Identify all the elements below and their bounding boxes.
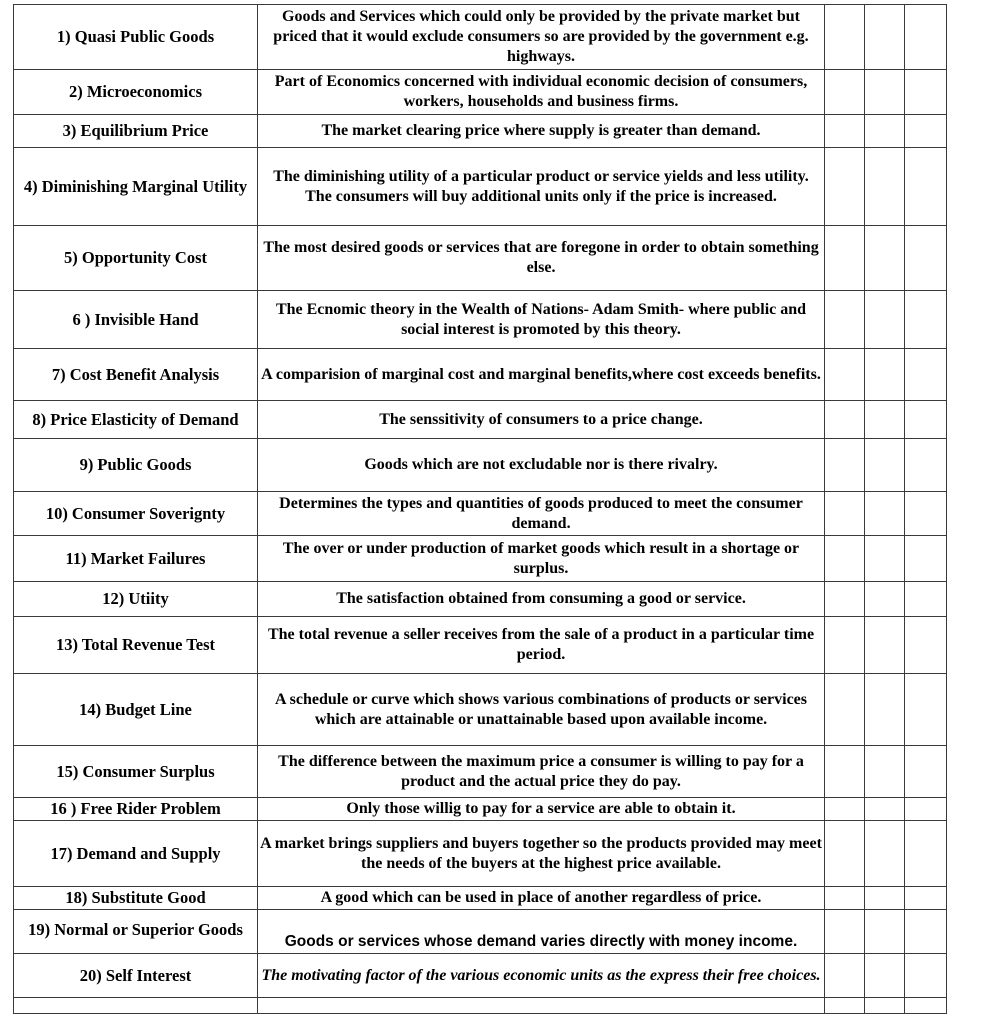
table-row (14, 226, 947, 291)
term-cell: 4) Diminishing Marginal Utility (14, 148, 258, 226)
definition-cell: The total revenue a seller receives from the sale of a product in a particular time period. (258, 617, 825, 674)
empty-cell[interactable] (825, 492, 865, 536)
table-row (14, 617, 947, 674)
empty-cell[interactable] (865, 536, 905, 582)
term-cell: 20) Self Interest (14, 954, 258, 998)
empty-cell[interactable] (905, 70, 947, 115)
definition-cell: The over or under production of market goods which result in a shortage or surplus. (258, 536, 825, 582)
term-cell: 5) Opportunity Cost (14, 226, 258, 291)
definition-cell: Part of Economics concerned with individual economic decision of consumers, workers, households and business firms. (258, 70, 825, 115)
table-row (14, 910, 947, 954)
empty-cell[interactable] (865, 439, 905, 492)
empty-cell[interactable] (865, 70, 905, 115)
empty-cell[interactable] (905, 148, 947, 226)
empty-cell[interactable] (825, 582, 865, 617)
definition-cell: A schedule or curve which shows various combinations of products or services which are attainable or unattainable based upon available income. (258, 674, 825, 746)
empty-cell[interactable] (865, 617, 905, 674)
empty-cell[interactable] (865, 401, 905, 439)
term-cell: 9) Public Goods (14, 439, 258, 492)
table-row (14, 148, 947, 226)
definition-cell: The Ecnomic theory in the Wealth of Nations- Adam Smith- where public and social interest is promoted by this theory. (258, 291, 825, 349)
term-cell: 10) Consumer Soverignty (14, 492, 258, 536)
empty-cell[interactable] (905, 536, 947, 582)
empty-cell[interactable] (825, 291, 865, 349)
definition-cell: Goods which are not excludable nor is there rivalry. (258, 439, 825, 492)
term-cell: 12) Utiity (14, 582, 258, 617)
glossary-table (13, 4, 947, 1014)
empty-cell[interactable] (905, 821, 947, 887)
empty-cell[interactable] (825, 536, 865, 582)
definition-cell: The diminishing utility of a particular product or service yields and less utility. The consumers will buy additional units only if the price is increased. (258, 148, 825, 226)
empty-cell[interactable] (905, 401, 947, 439)
empty-cell[interactable] (865, 492, 905, 536)
empty-cell[interactable] (905, 582, 947, 617)
empty-cell[interactable] (865, 887, 905, 910)
table-row (14, 582, 947, 617)
empty-cell[interactable] (865, 115, 905, 148)
empty-cell[interactable] (905, 5, 947, 70)
empty-cell[interactable] (905, 617, 947, 674)
term-cell: 1) Quasi Public Goods (14, 5, 258, 70)
term-cell: 16 ) Free Rider Problem (14, 798, 258, 821)
empty-cell[interactable] (865, 291, 905, 349)
table-row (14, 115, 947, 148)
empty-cell[interactable] (905, 998, 947, 1014)
term-cell: 11) Market Failures (14, 536, 258, 582)
empty-cell[interactable] (865, 821, 905, 887)
definition-cell: Goods or services whose demand varies directly with money income. (258, 910, 825, 954)
empty-cell[interactable] (825, 998, 865, 1014)
empty-cell[interactable] (905, 492, 947, 536)
definition-cell: A good which can be used in place of another regardless of price. (258, 887, 825, 910)
definition-cell: The satisfaction obtained from consuming a good or service. (258, 582, 825, 617)
term-cell: 2) Microeconomics (14, 70, 258, 115)
definition-cell: The motivating factor of the various economic units as the express their free choices. (258, 954, 825, 998)
empty-cell[interactable] (14, 998, 258, 1014)
empty-cell[interactable] (825, 674, 865, 746)
empty-cell[interactable] (825, 401, 865, 439)
table-row (14, 954, 947, 998)
term-cell: 7) Cost Benefit Analysis (14, 349, 258, 401)
empty-cell[interactable] (825, 910, 865, 954)
empty-cell[interactable] (865, 910, 905, 954)
empty-cell[interactable] (825, 821, 865, 887)
definition-cell: Determines the types and quantities of goods produced to meet the consumer demand. (258, 492, 825, 536)
empty-cell[interactable] (865, 148, 905, 226)
term-cell: 6 ) Invisible Hand (14, 291, 258, 349)
empty-cell[interactable] (905, 439, 947, 492)
term-cell: 19) Normal or Superior Goods (14, 910, 258, 954)
empty-cell[interactable] (825, 439, 865, 492)
empty-cell[interactable] (865, 746, 905, 798)
empty-cell[interactable] (865, 5, 905, 70)
empty-cell[interactable] (865, 226, 905, 291)
table-row (14, 5, 947, 70)
term-cell: 18) Substitute Good (14, 887, 258, 910)
empty-cell[interactable] (825, 798, 865, 821)
table-row (14, 536, 947, 582)
term-cell: 17) Demand and Supply (14, 821, 258, 887)
table-row (14, 492, 947, 536)
empty-cell[interactable] (865, 582, 905, 617)
definition-cell: The market clearing price where supply is greater than demand. (258, 115, 825, 148)
definition-cell: Only those willig to pay for a service are able to obtain it. (258, 798, 825, 821)
table-row (14, 291, 947, 349)
term-cell: 15) Consumer Surplus (14, 746, 258, 798)
term-cell: 13) Total Revenue Test (14, 617, 258, 674)
empty-cell[interactable] (905, 115, 947, 148)
definition-cell: The most desired goods or services that are foregone in order to obtain something else. (258, 226, 825, 291)
term-cell: 8) Price Elasticity of Demand (14, 401, 258, 439)
table-row (14, 70, 947, 115)
empty-cell[interactable] (825, 746, 865, 798)
empty-cell[interactable] (825, 226, 865, 291)
definition-cell: The difference between the maximum price a consumer is willing to pay for a product and the actual price they do pay. (258, 746, 825, 798)
empty-cell[interactable] (865, 954, 905, 998)
empty-cell[interactable] (825, 70, 865, 115)
empty-cell[interactable] (825, 148, 865, 226)
empty-cell[interactable] (865, 674, 905, 746)
empty-cell[interactable] (905, 798, 947, 821)
empty-cell[interactable] (825, 617, 865, 674)
empty-cell[interactable] (865, 349, 905, 401)
definition-cell: The senssitivity of consumers to a price change. (258, 401, 825, 439)
table-row (14, 439, 947, 492)
term-cell: 14) Budget Line (14, 674, 258, 746)
empty-cell[interactable] (905, 349, 947, 401)
term-cell: 3) Equilibrium Price (14, 115, 258, 148)
empty-cell[interactable] (825, 349, 865, 401)
empty-cell[interactable] (905, 291, 947, 349)
table-row (14, 674, 947, 746)
table-row (14, 401, 947, 439)
empty-cell[interactable] (905, 226, 947, 291)
empty-cell[interactable] (825, 887, 865, 910)
table-row (14, 998, 947, 1014)
empty-cell[interactable] (905, 954, 947, 998)
empty-cell[interactable] (865, 798, 905, 821)
table-row (14, 798, 947, 821)
table-row (14, 349, 947, 401)
empty-cell[interactable] (905, 910, 947, 954)
table-row (14, 821, 947, 887)
empty-cell[interactable] (905, 746, 947, 798)
definition-cell: Goods and Services which could only be provided by the private market but priced that it would exclude consumers so are provided by the government e.g. highways. (258, 5, 825, 70)
empty-cell[interactable] (865, 998, 905, 1014)
empty-cell[interactable] (905, 887, 947, 910)
definition-cell: A market brings suppliers and buyers together so the products provided may meet the needs of the buyers at the highest price available. (258, 821, 825, 887)
empty-cell[interactable] (825, 954, 865, 998)
table-row (14, 887, 947, 910)
definition-cell: A comparision of marginal cost and marginal benefits,where cost exceeds benefits. (258, 349, 825, 401)
empty-cell[interactable] (258, 998, 825, 1014)
table-row (14, 746, 947, 798)
empty-cell[interactable] (905, 674, 947, 746)
empty-cell[interactable] (825, 5, 865, 70)
empty-cell[interactable] (825, 115, 865, 148)
